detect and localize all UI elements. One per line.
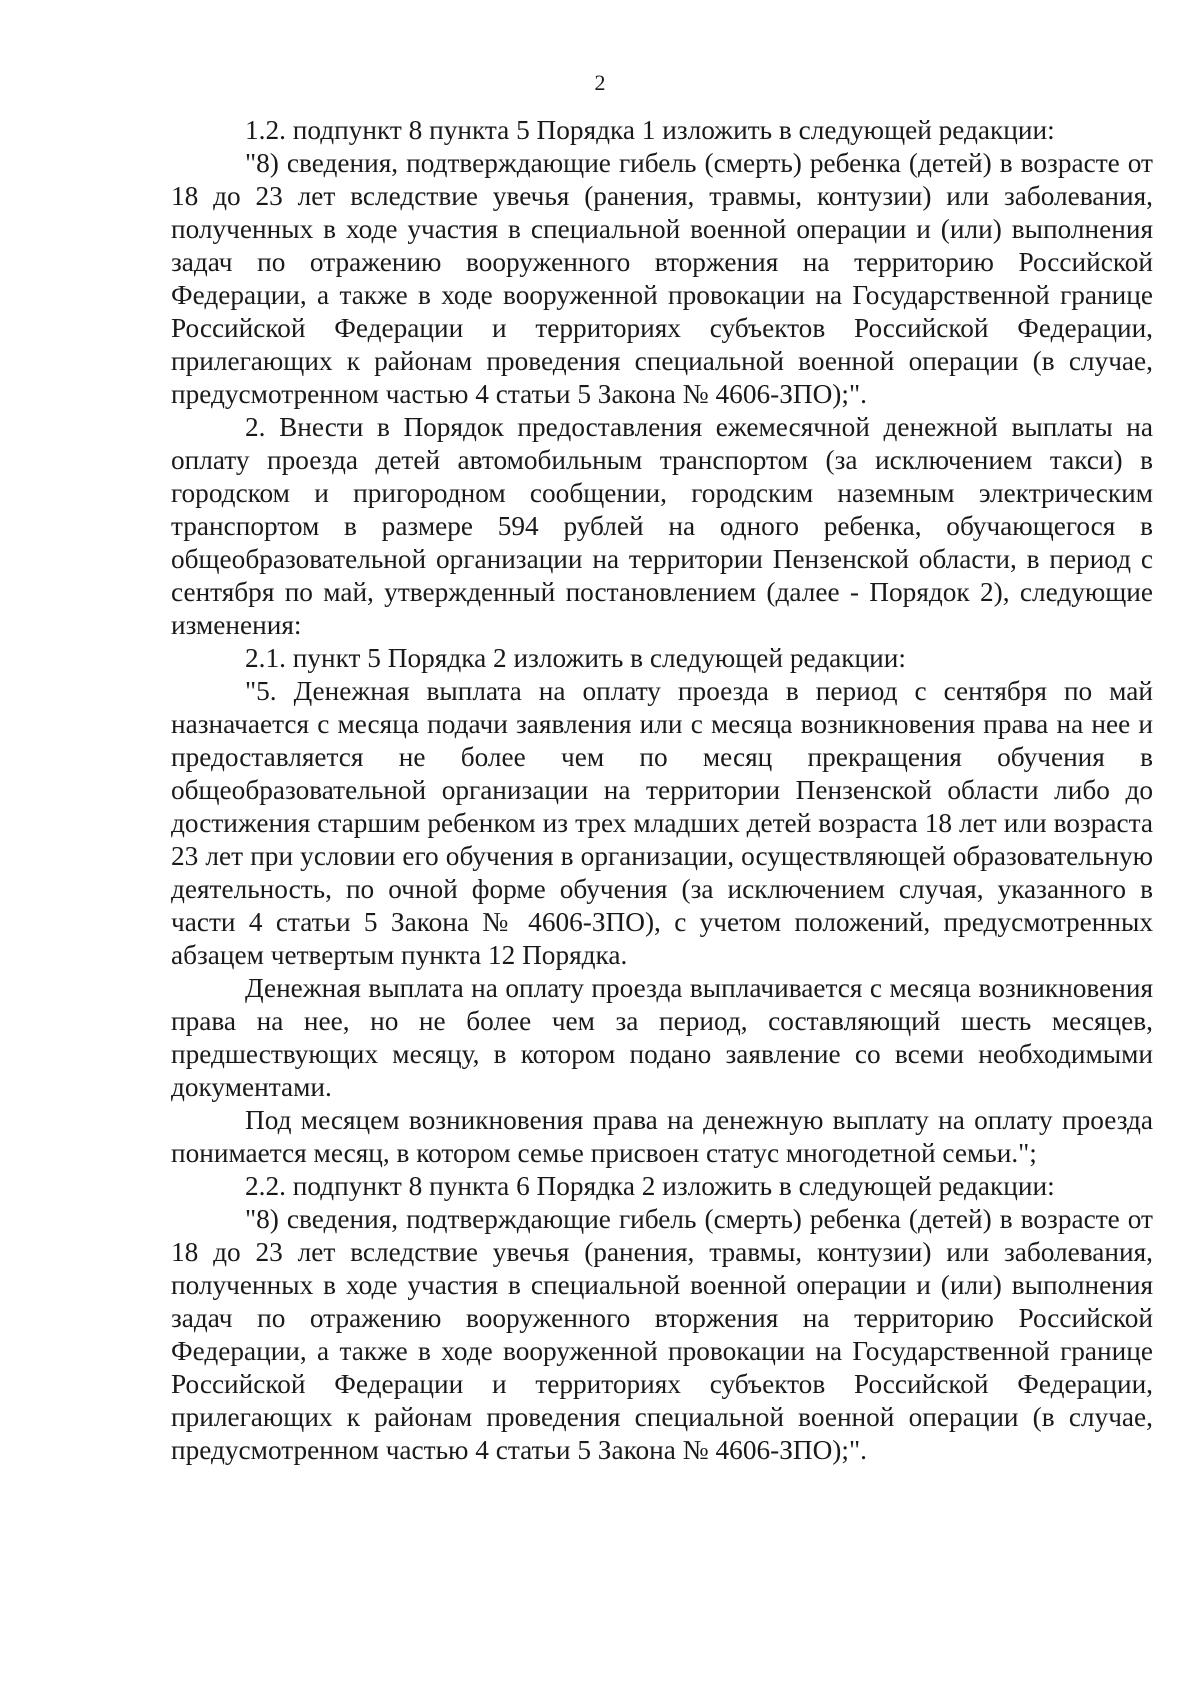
paragraph-1-2: 1.2. подпункт 8 пункта 5 Порядка 1 изложить в следующей редакции:: [245, 115, 1055, 145]
document-body: [171, 114, 1153, 1467]
paragraph-2: 2. Внести в Порядок предоставления ежемесячной денежной выплаты на оплату проезда детей автомобильным транспортом (за исключением такси) в городском и пригородном сообщении, городским наземным электрическим транспортом в размере 594 рублей на одного ребенка, обучающегося в общеобразовательной организации на территории Пензенской области, в период с сентября по май, утвержденный постановлением (далее - Порядок 2), следующие изменения:: [171, 412, 1153, 640]
paragraph-2-2: 2.2. подпункт 8 пункта 6 Порядка 2 изложить в следующей редакции:: [245, 1171, 1055, 1201]
paragraph-month-definition: Под месяцем возникновения права на денежную выплату на оплату проезда понимается месяц, в котором семье присвоен статус многодетной семьи.";: [171, 1105, 1153, 1168]
page-number: 2: [594, 70, 606, 95]
paragraph-quote-5: "5. Денежная выплата на оплату проезда в период с сентября по май назначается с месяца подачи заявления или с месяца возникновения права на нее и предоставляется не более чем по месяц прекращения обучения в общеобразовательной организации на территории Пензенской области либо до достижения старшим ребенком из трех младших детей возраста 18 лет или возраста 23 лет при условии его обучения в организации, осуществляющей образовательную деятельность, по очной форме обучения (за исключением случая, указанного в части 4 статьи 5 Закона № 4606-ЗПО), с учетом положений, предусмотренных абзацем четвертым пункта 12 Порядка.: [171, 676, 1153, 970]
paragraph-payment: Денежная выплата на оплату проезда выплачивается с месяца возникновения права на нее, но не более чем за период, составляющий шесть месяцев, предшествующих месяцу, в котором подано заявление со всеми необходимыми документами.: [171, 973, 1153, 1102]
paragraph-2-1: 2.1. пункт 5 Порядка 2 изложить в следующей редакции:: [245, 643, 906, 673]
paragraph-quote-8-second: "8) сведения, подтверждающие гибель (смерть) ребенка (детей) в возрасте от 18 до 23 лет вследствие увечья (ранения, травмы, контузии) или заболевания, полученных в ходе участия в специальной военной операции и (или) выполнения задач по отражению вооруженного вторжения на территорию Российской Федерации, а также в ходе вооруженной провокации на Государственной границе Российской Федерации и территориях субъектов Российской Федерации, прилегающих к районам проведения специальной военной операции (в случае, предусмотренном частью 4 статьи 5 Закона № 4606-ЗПО);".: [171, 1204, 1153, 1465]
paragraph-quote-8: "8) сведения, подтверждающие гибель (смерть) ребенка (детей) в возрасте от 18 до 23 лет вследствие увечья (ранения, травмы, контузии) или заболевания, полученных в ходе участия в специальной военной операции и (или) выполнения задач по отражению вооруженного вторжения на территорию Российской Федерации, а также в ходе вооруженной провокации на Государственной границе Российской Федерации и территориях субъектов Российской Федерации, прилегающих к районам проведения специальной военной операции (в случае, предусмотренном частью 4 статьи 5 Закона № 4606-ЗПО);".: [171, 148, 1153, 409]
